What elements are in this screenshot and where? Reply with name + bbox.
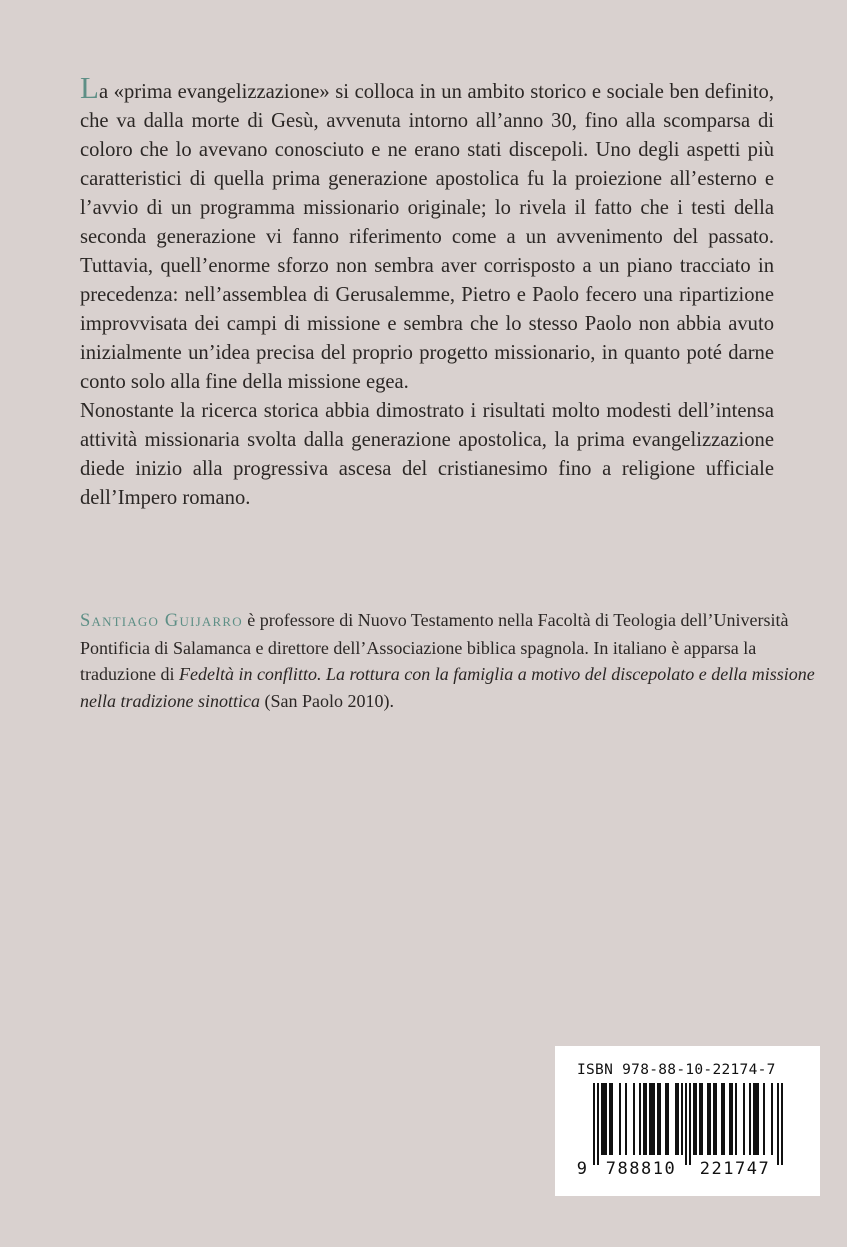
barcode-bar	[639, 1083, 641, 1155]
barcode-bar	[685, 1083, 687, 1165]
barcode-left-digits: 788810	[605, 1159, 677, 1179]
barcode-bar	[633, 1083, 635, 1155]
barcode-bar	[681, 1083, 683, 1155]
barcode-bar	[605, 1083, 607, 1155]
barcode-bar	[689, 1083, 691, 1165]
barcode-bar	[649, 1083, 651, 1155]
isbn-barcode-box	[555, 1046, 820, 1196]
blurb-paragraph-1-text: a «prima evangelizzazione» si colloca in un ambito storico e sociale ben definito, che va dalla morte di Gesù, avvenuta intorno all’anno 30, fino alla scomparsa di coloro che lo avevano conosciuto e ne erano stati discepoli. Uno degli aspetti più caratteristici di quella prima generazione apostolica fu la proiezione all’esterno e l’avvio di un programma missionario originale; lo rivela il fatto che i testi della seconda generazione vi fanno riferimento come a un avvenimento del passato. Tuttavia, quell’enorme sforzo non sembra aver corrisposto a un piano tracciato in precedenza: nell’assemblea di Gerusalemme, Pietro e Paolo fecero una ripartizione improvvisata dei campi di missione e sembra che lo stesso Paolo non abbia avuto inizialmente un’idea precisa del proprio progetto missionario, in quanto poté darne conto solo alla fine della missione egea.	[80, 81, 774, 393]
barcode-bar	[755, 1083, 757, 1155]
author-name: Santiago Guijarro	[80, 611, 243, 631]
barcode-bar	[729, 1083, 731, 1155]
author-bio-paragraph	[80, 607, 820, 714]
barcode	[555, 1046, 820, 1196]
barcode-bar	[693, 1083, 695, 1155]
barcode-bar	[753, 1083, 755, 1155]
barcode-bar	[701, 1083, 703, 1155]
barcode-bar	[611, 1083, 613, 1155]
bio-text-2: (San Paolo 2010).	[260, 690, 394, 711]
blurb-text	[80, 70, 774, 513]
barcode-bar	[667, 1083, 669, 1155]
barcode-bar	[731, 1083, 733, 1155]
barcode-bar	[619, 1083, 621, 1155]
barcode-bar	[645, 1083, 647, 1155]
barcode-bar	[695, 1083, 697, 1155]
barcode-bar	[723, 1083, 725, 1155]
book-title-italic: Fedeltà in conflitto. La rottura con la famiglia a motivo del discepolato e della missione nella tradizione sinottica	[80, 664, 815, 711]
barcode-bar	[597, 1083, 599, 1165]
blurb-paragraph-2: Nonostante la ricerca storica abbia dimostrato i risultati molto modesti dell’intensa attività missionaria svolta dalla generazione apostolica, la prima evangelizzazione diede inizio alla progressiva ascesa del cristianesimo fino a religione ufficiale dell’Impero romano.	[80, 400, 774, 509]
barcode-bar	[757, 1083, 759, 1155]
barcode-bar	[651, 1083, 653, 1155]
barcode-bar	[743, 1083, 745, 1155]
isbn-label: ISBN 978-88-10-22174-7	[577, 1062, 776, 1078]
barcode-bar	[677, 1083, 679, 1155]
barcode-bar	[653, 1083, 655, 1155]
barcode-bar	[713, 1083, 715, 1155]
barcode-right-digits: 221747	[699, 1159, 771, 1179]
barcode-bar	[659, 1083, 661, 1155]
barcode-bar	[665, 1083, 667, 1155]
drop-cap: L	[80, 70, 99, 105]
barcode-bar	[603, 1083, 605, 1155]
barcode-bar	[777, 1083, 779, 1165]
barcode-bar	[699, 1083, 701, 1155]
barcode-bar	[771, 1083, 773, 1155]
barcode-bar	[763, 1083, 765, 1155]
blurb-paragraph-1	[80, 70, 774, 397]
barcode-bar	[781, 1083, 783, 1165]
barcode-bar	[709, 1083, 711, 1155]
barcode-bar	[749, 1083, 751, 1155]
barcode-bar	[675, 1083, 677, 1155]
barcode-bar	[643, 1083, 645, 1155]
barcode-bar	[609, 1083, 611, 1155]
barcode-bar	[593, 1083, 595, 1165]
barcode-bar	[707, 1083, 709, 1155]
barcode-bar	[625, 1083, 627, 1155]
bio-text-1: è professore di Nuovo Testamento nella Facoltà di Teologia dell’Università Pontificia di Salamanca e direttore dell’Associazione biblica spagnola. In italiano è apparsa la traduzione di	[80, 610, 789, 684]
author-bio	[80, 607, 820, 714]
barcode-bar	[657, 1083, 659, 1155]
barcode-bar	[601, 1083, 603, 1155]
barcode-lead-digit: 9	[576, 1159, 587, 1179]
barcode-bar	[715, 1083, 717, 1155]
barcode-bar	[735, 1083, 737, 1155]
barcode-bar	[721, 1083, 723, 1155]
